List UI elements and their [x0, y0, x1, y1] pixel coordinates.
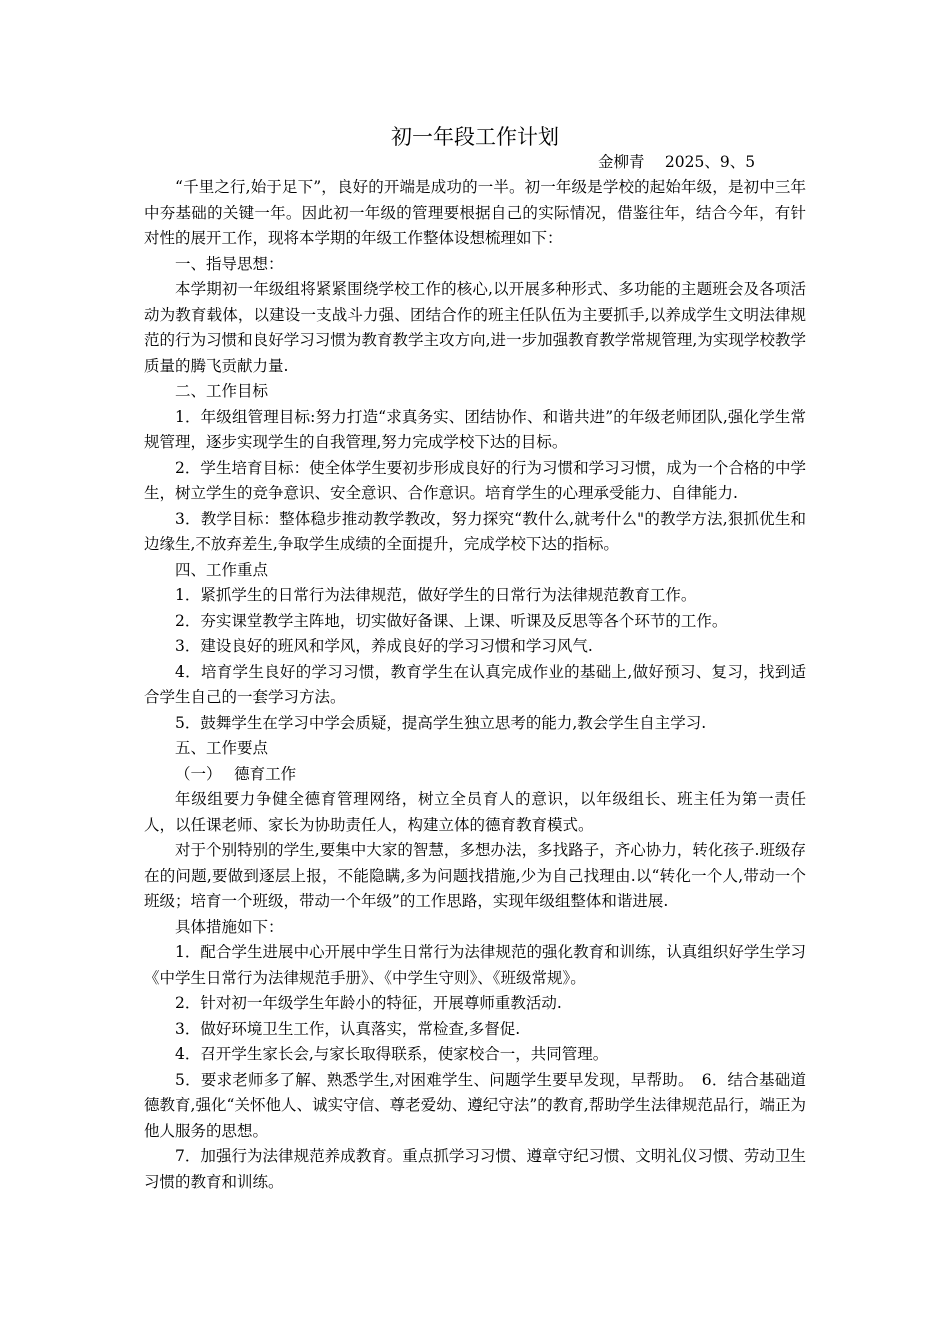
section-heading-guiding-thought: 一、指导思想：	[175, 254, 284, 273]
intro-paragraph: “千里之行,始于足下”，良好的开端是成功的一半。初一年级是学校的起始年级，是初中三年中夯基础的关键一年。因此初一年级的管理要根据自己的实际情况，借鉴往年，结合今年，有针对性的展开工作，现将本学期的年级工作整体设想梳理如下：	[144, 178, 806, 247]
focus-item-1: 1．紧抓学生的日常行为法律规范，做好学生的日常行为法律规范教育工作。	[175, 586, 697, 604]
focus-item-2: 2．夯实课堂教学主阵地，切实做好备课、上课、听课及反思等各个环节的工作。	[175, 611, 728, 630]
document-title: 初一年段工作计划	[391, 125, 559, 149]
measure-item-2: 2．针对初一年级学生年龄小的特征，开展尊师重教活动.	[175, 994, 562, 1012]
author-date-line: 金柳青 2025、9、5	[598, 153, 756, 171]
section-heading-key-points: 五、工作要点	[175, 739, 269, 757]
measure-item-5-6: 5．要求老师多了解、熟悉学生,对困难学生、问题学生要早发现，早帮助。 6．结合基础道德教育,强化“关怀他人、诚实守信、尊老爱幼、遵纪守法”的教育,帮助学生法律规范品行，端正为他人服务的思想。	[144, 1070, 806, 1140]
section-heading-work-focus: 四、工作重点	[175, 560, 269, 579]
goal-item-1: 1．年级组管理目标:努力打造“求真务实、团结协作、和谐共进”的年级老师团队,强化学生常规管理，逐步实现学生的自我管理,努力完成学校下达的目标。	[144, 407, 806, 451]
moral-education-paragraph-2: 对于个别特别的学生,要集中大家的智慧，多想办法，多找路子，齐心协力，转化孩子.班级存在的问题,要做到逐层上报，不能隐瞒,多为问题找措施,少为自己找理由.以“转化一个人,带动一个班级；培育一个班级，带动一个年级”的工作思路，实现年级组整体和谐进展.	[144, 841, 806, 910]
section-heading-work-goals: 二、工作目标	[175, 382, 269, 400]
guiding-thought-paragraph: 本学期初一年级组将紧紧围绕学校工作的核心,以开展多种形式、多功能的主题班会及各项活动为教育载体，以建设一支战斗力强、团结合作的班主任队伍为主要抓手,以养成学生文明法律规范的行为习惯和良好学习习惯为教育教学主攻方向,进一步加强教育教学常规管理,为实现学校教学质量的腾飞贡献力量.	[144, 280, 806, 375]
measure-item-7: 7．加强行为法律规范养成教育。重点抓学习习惯、遵章守纪习惯、文明礼仪习惯、劳动卫生习惯的教育和训练。	[144, 1147, 806, 1191]
focus-item-5: 5．鼓舞学生在学习中学会质疑，提高学生独立思考的能力,教会学生自主学习.	[175, 713, 707, 732]
measures-heading: 具体措施如下：	[175, 917, 284, 936]
measure-item-1: 1．配合学生进展中心开展中学生日常行为法律规范的强化教育和训练，认真组织好学生学习《中学生日常行为法律规范手册》、《中学生守则》、《班级常规》。	[144, 943, 806, 987]
focus-item-3: 3．建设良好的班风和学风，养成良好的学习习惯和学习风气.	[175, 637, 593, 655]
measure-item-4: 4．召开学生家长会,与家长取得联系，使家校合一，共同管理。	[175, 1045, 609, 1063]
measure-item-3: 3．做好环境卫生工作，认真落实，常检查,多督促.	[175, 1019, 521, 1038]
subsection-heading-moral-education: （一） 德育工作	[175, 764, 297, 783]
moral-education-paragraph-1: 年级组要力争健全德育管理网络，树立全员育人的意识，以年级组长、班主任为第一责任人，以任课老师、家长为协助责任人，构建立体的德育教育模式。	[144, 790, 806, 834]
goal-item-2: 2．学生培育目标：使全体学生要初步形成良好的行为习惯和学习习惯，成为一个合格的中学生，树立学生的竞争意识、安全意识、合作意识。培育学生的心理承受能力、自律能力.	[144, 458, 806, 502]
goal-item-3: 3．教学目标：整体稳步推动教学教改，努力探究“教什么,就考什么"的教学方法,狠抓优生和边缘生,不放弃差生,争取学生成绩的全面提升，完成学校下达的指标。	[144, 509, 806, 553]
focus-item-4: 4．培育学生良好的学习习惯，教育学生在认真完成作业的基础上,做好预习、复习，找到适合学生自己的一套学习方法。	[144, 662, 806, 706]
document-body	[144, 175, 806, 1195]
